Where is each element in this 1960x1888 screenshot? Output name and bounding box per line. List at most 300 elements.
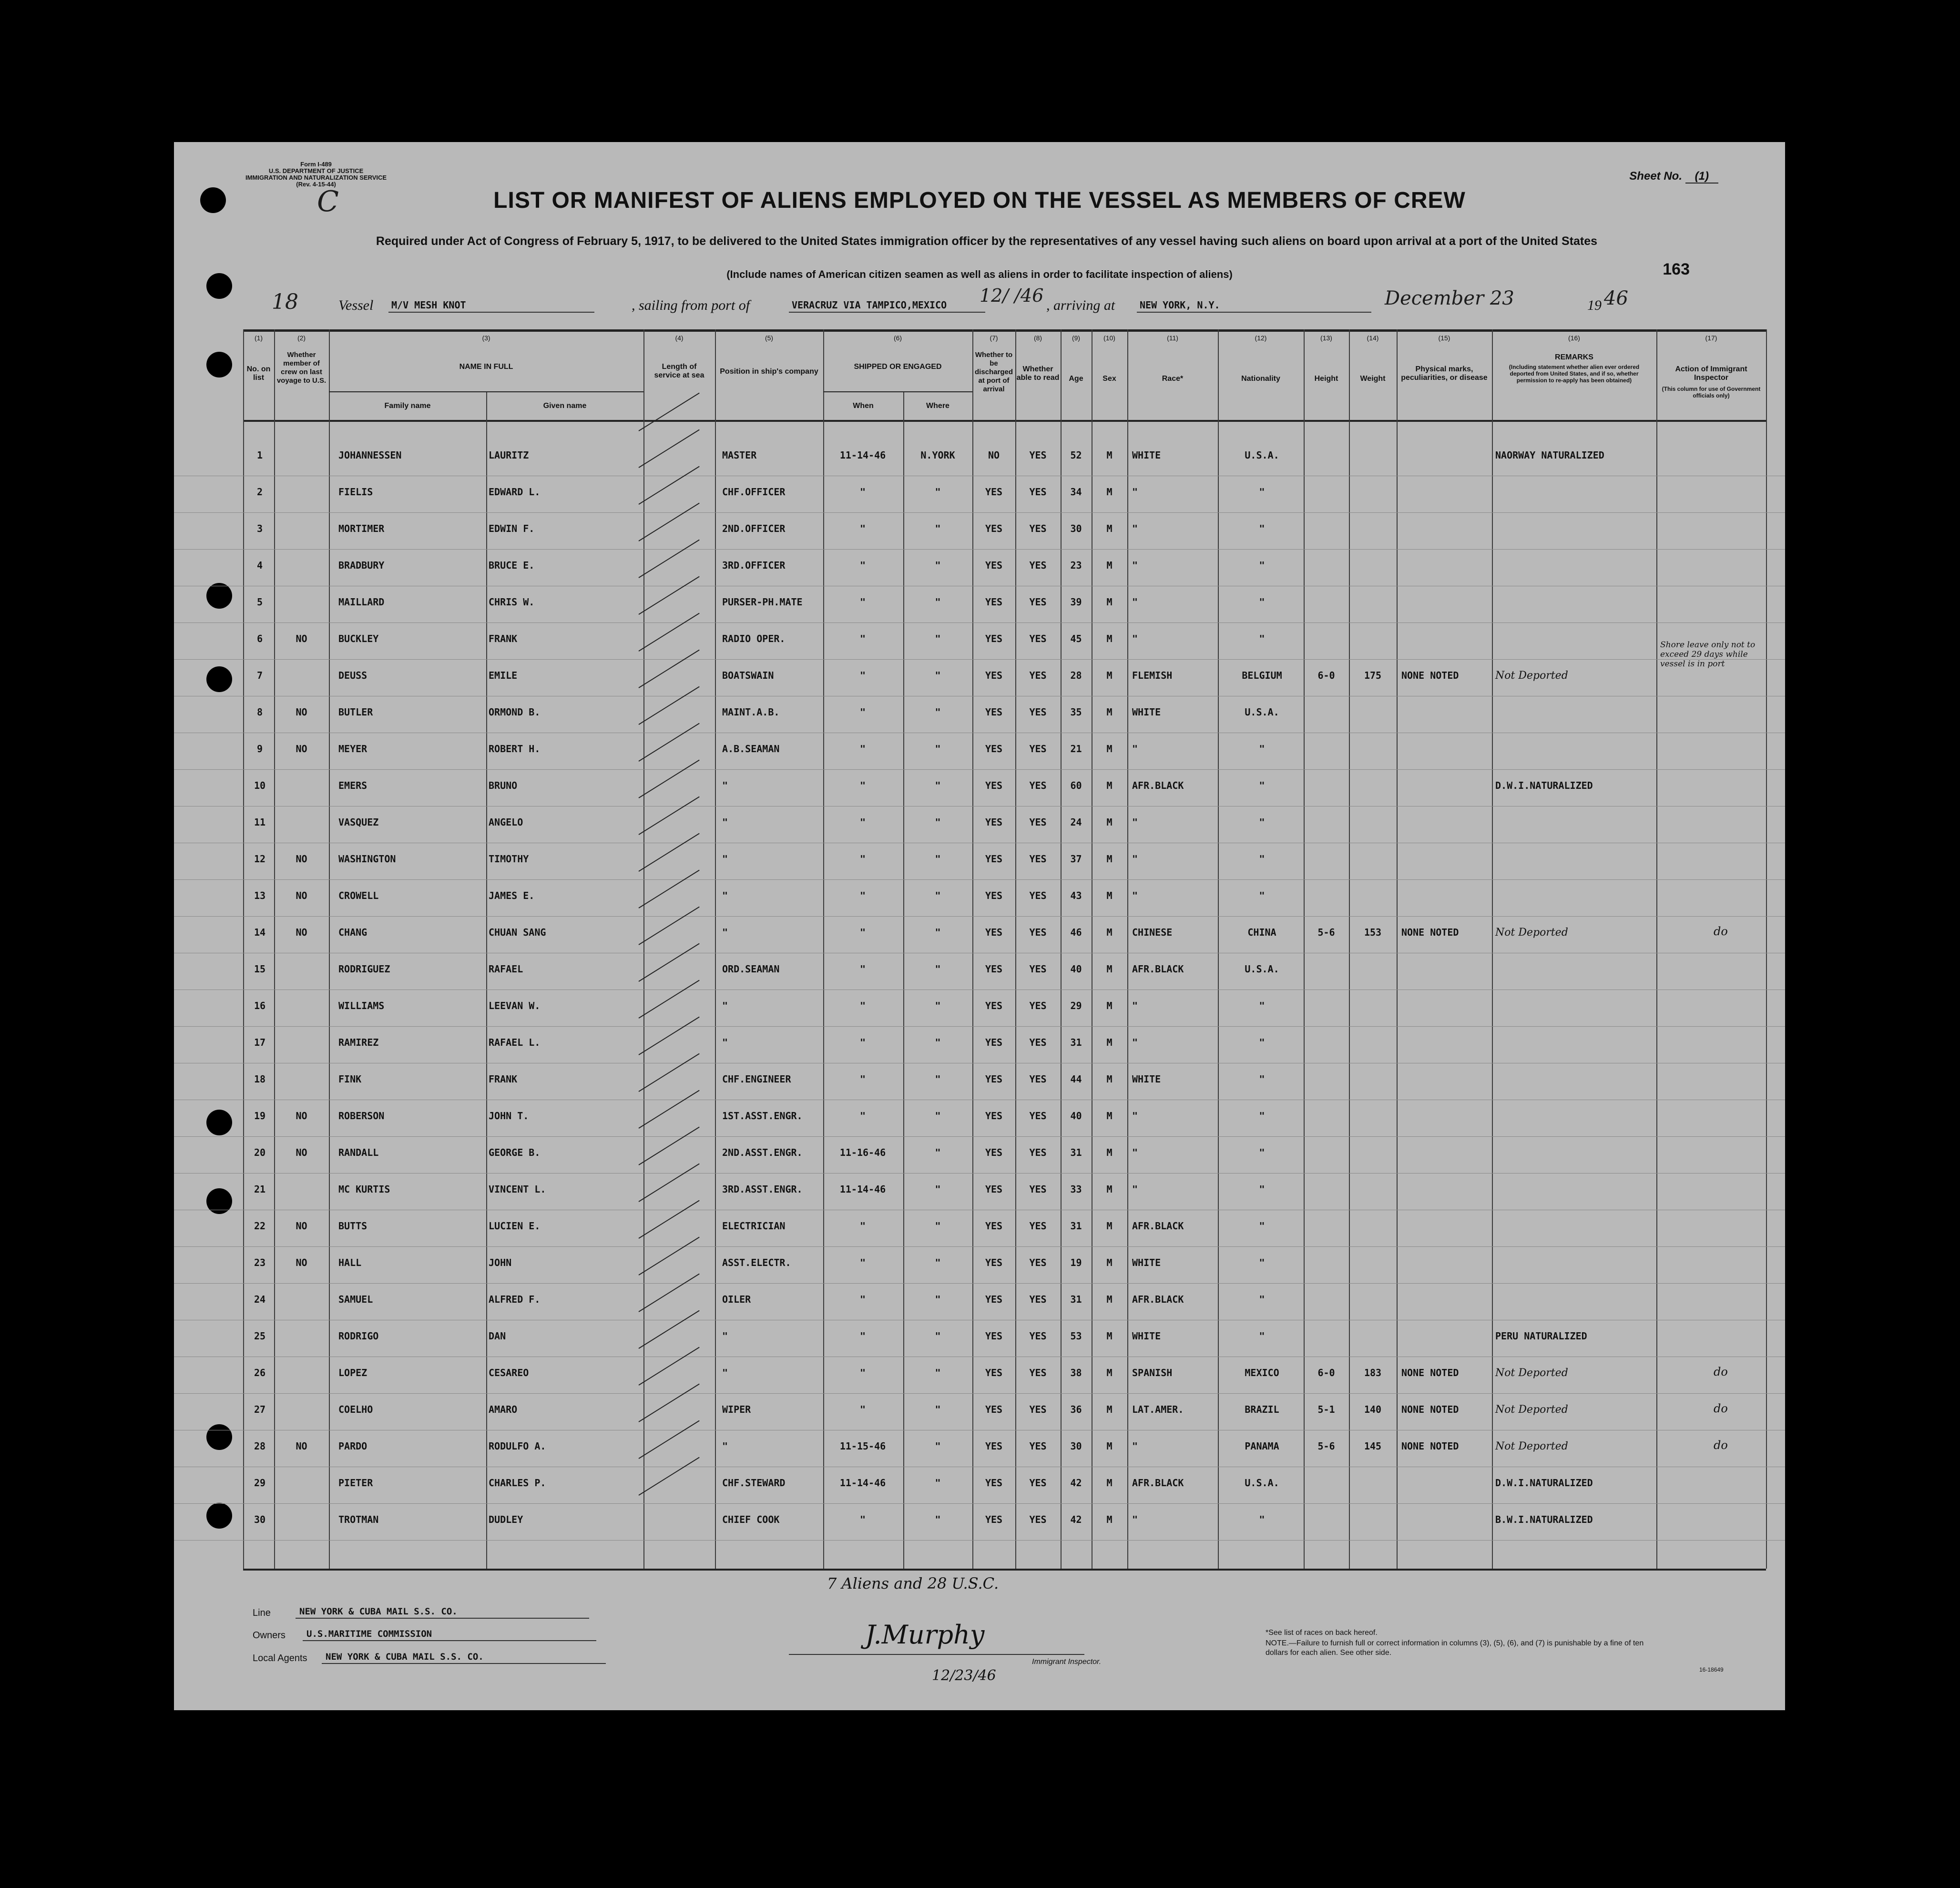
table-row: [174, 1173, 1785, 1210]
cell-family-name: COELHO: [338, 1404, 373, 1415]
cell-race: AFR.BLACK: [1132, 780, 1184, 791]
cell-physical-marks: NONE NOTED: [1401, 1404, 1459, 1415]
cell-row-number: 26: [254, 1367, 266, 1378]
cell-position: MAINT.A.B.: [722, 706, 780, 718]
cell-able-to-read: YES: [1029, 560, 1047, 571]
cell-shipped-where: ": [935, 1514, 941, 1525]
cell-age: 31: [1070, 1220, 1082, 1232]
cell-age: 21: [1070, 743, 1082, 755]
cell-shipped-when: ": [859, 560, 866, 571]
cell-age: 31: [1070, 1037, 1082, 1048]
header-remarks-note: (Including statement whether alien ever ordered deported from United States, and if so, whether permission to re-apply has been obtained): [1509, 364, 1640, 384]
cell-given-name: ALFRED F.: [489, 1294, 541, 1305]
cell-given-name: CESAREO: [489, 1367, 529, 1378]
cell-position: 2ND.ASST.ENGR.: [722, 1147, 803, 1158]
cell-sex: M: [1106, 1514, 1113, 1525]
cell-position: 3RD.ASST.ENGR.: [722, 1184, 803, 1195]
cell-age: 39: [1070, 596, 1082, 608]
cell-age: 40: [1070, 963, 1082, 975]
cell-race: WHITE: [1132, 1257, 1161, 1268]
cell-family-name: MORTIMER: [338, 523, 385, 534]
cell-sex: M: [1106, 1147, 1113, 1158]
cell-shipped-where: ": [935, 963, 941, 975]
cell-position: ": [722, 780, 728, 791]
service-length-mark: [638, 393, 699, 431]
cell-nationality: U.S.A.: [1245, 706, 1279, 718]
cell-inspector-action: do: [1714, 1402, 1728, 1415]
cell-discharged: YES: [985, 1220, 1003, 1232]
cell-race: FLEMISH: [1132, 670, 1173, 681]
cell-discharged: YES: [985, 670, 1003, 681]
cell-race: ": [1132, 816, 1138, 828]
cell-able-to-read: YES: [1029, 853, 1047, 865]
cell-shipped-where: ": [935, 927, 941, 938]
sailing-label: , sailing from port of: [632, 297, 750, 313]
cell-age: 40: [1070, 1110, 1082, 1122]
header-where: Where: [926, 402, 949, 410]
signature-date: 12/23/46: [932, 1667, 996, 1684]
cell-age: 29: [1070, 1000, 1082, 1011]
cell-discharged: YES: [985, 486, 1003, 498]
cell-row-number: 8: [256, 706, 263, 718]
cell-able-to-read: YES: [1029, 963, 1047, 975]
cell-position: 2ND.OFFICER: [722, 523, 786, 534]
cell-nationality: PANAMA: [1245, 1440, 1279, 1452]
table-top-border: [243, 329, 1766, 332]
cell-discharged: YES: [985, 633, 1003, 644]
cell-discharged: YES: [985, 743, 1003, 755]
cell-discharged: YES: [985, 1037, 1003, 1048]
cell-shipped-where: ": [935, 1000, 941, 1011]
table-row: [174, 512, 1785, 550]
cell-family-name: BRADBURY: [338, 560, 385, 571]
cell-shipped-where: ": [935, 890, 941, 901]
header-length-of-service: Length of service at sea: [654, 363, 704, 379]
cell-given-name: DUDLEY: [489, 1514, 523, 1525]
cell-able-to-read: YES: [1029, 523, 1047, 534]
cell-shipped-when: ": [859, 743, 866, 755]
cell-age: 52: [1070, 449, 1082, 461]
cell-able-to-read: YES: [1029, 486, 1047, 498]
cell-shipped-where: ": [935, 780, 941, 791]
cell-shipped-when: 11-14-46: [839, 449, 886, 461]
header-race: Race*: [1162, 375, 1184, 383]
cell-age: 24: [1070, 816, 1082, 828]
cell-weight: 140: [1364, 1404, 1382, 1415]
cell-sex: M: [1106, 816, 1113, 828]
header-shipped-engaged: SHIPPED OR ENGAGED: [854, 363, 942, 371]
cell-inspector-action: do: [1714, 1365, 1728, 1378]
table-row: [174, 733, 1785, 770]
cell-row-number: 27: [254, 1404, 266, 1415]
header-inspector-note: (This column for use of Government officials only): [1662, 386, 1761, 399]
cell-weight: 175: [1364, 670, 1382, 681]
cell-given-name: ORMOND B.: [489, 706, 541, 718]
cell-remarks: B.W.I.NATURALIZED: [1495, 1514, 1593, 1525]
cell-age: 46: [1070, 927, 1082, 938]
cell-given-name: CHUAN SANG: [489, 927, 546, 938]
cell-height: 6-0: [1317, 1367, 1335, 1378]
cell-row-number: 23: [254, 1257, 266, 1268]
cell-last-voyage: NO: [296, 1257, 307, 1268]
cell-family-name: BUTLER: [338, 706, 373, 718]
form-identifier: [245, 161, 387, 188]
cell-family-name: RODRIGO: [338, 1330, 379, 1342]
cell-discharged: YES: [985, 853, 1003, 865]
cell-sex: M: [1106, 523, 1113, 534]
cell-sex: M: [1106, 1220, 1113, 1232]
cell-shipped-where: ": [935, 1330, 941, 1342]
cell-able-to-read: YES: [1029, 1330, 1047, 1342]
cell-nationality: ": [1259, 780, 1265, 791]
alien-tally: 7 Aliens and 28 U.S.C.: [827, 1574, 999, 1592]
cell-nationality: ": [1259, 816, 1265, 828]
cell-able-to-read: YES: [1029, 1037, 1047, 1048]
cell-age: 23: [1070, 560, 1082, 571]
cell-sex: M: [1106, 1477, 1113, 1489]
table-row: [174, 1467, 1785, 1504]
cell-last-voyage: NO: [296, 1110, 307, 1122]
cell-sex: M: [1106, 1367, 1113, 1378]
cell-sex: M: [1106, 670, 1113, 681]
cell-row-number: 30: [254, 1514, 266, 1525]
cell-row-number: 15: [254, 963, 266, 975]
cell-family-name: FINK: [338, 1073, 362, 1085]
cell-nationality: ": [1259, 1294, 1265, 1305]
cell-discharged: YES: [985, 1440, 1003, 1452]
inspector-label: Immigrant Inspector.: [1032, 1658, 1102, 1666]
column-number: (4): [675, 334, 684, 342]
cell-sex: M: [1106, 1257, 1113, 1268]
form-revision: (Rev. 4-15-44): [296, 181, 336, 188]
cell-given-name: BRUNO: [489, 780, 518, 791]
cell-race: ": [1132, 1184, 1138, 1195]
shipped-subheader-line: [823, 391, 972, 392]
cell-given-name: EDWARD L.: [489, 486, 541, 498]
cell-age: 35: [1070, 706, 1082, 718]
cell-discharged: YES: [985, 780, 1003, 791]
cell-shipped-where: ": [935, 560, 941, 571]
cell-nationality: ": [1259, 1110, 1265, 1122]
cell-discharged: YES: [985, 706, 1003, 718]
table-row: [174, 1136, 1785, 1174]
cell-shipped-where: ": [935, 670, 941, 681]
cell-age: 30: [1070, 523, 1082, 534]
cell-shipped-where: ": [935, 1440, 941, 1452]
cell-race: ": [1132, 1440, 1138, 1452]
cell-race: ": [1132, 1110, 1138, 1122]
header-bottom-border: [243, 420, 1766, 422]
header-age: Age: [1069, 375, 1083, 383]
agents-value: NEW YORK & CUBA MAIL S.S. CO.: [322, 1652, 606, 1664]
cell-age: 30: [1070, 1440, 1082, 1452]
cell-nationality: ": [1259, 1184, 1265, 1195]
page-subtitle: Required under Act of Congress of February 5, 1917, to be delivered to the United States immigration officer by the representatives of any vessel having such aliens on board upon arrival at a port of the United States: [376, 235, 1598, 248]
cell-race: ": [1132, 853, 1138, 865]
cell-height: 5-6: [1317, 1440, 1335, 1452]
cell-shipped-where: ": [935, 633, 941, 644]
name-subheader-line: [329, 391, 643, 392]
cell-given-name: LEEVAN W.: [489, 1000, 541, 1011]
cell-able-to-read: YES: [1029, 1000, 1047, 1011]
cell-nationality: ": [1259, 1000, 1265, 1011]
column-number: (13): [1320, 334, 1332, 342]
cell-physical-marks: NONE NOTED: [1401, 1367, 1459, 1378]
cell-sex: M: [1106, 1037, 1113, 1048]
cell-sex: M: [1106, 1294, 1113, 1305]
cell-remarks: Not Deported: [1495, 1367, 1568, 1379]
table-row: [174, 879, 1785, 917]
column-number: (11): [1167, 334, 1178, 342]
cell-nationality: MEXICO: [1245, 1367, 1279, 1378]
cell-able-to-read: YES: [1029, 1514, 1047, 1525]
header-position: Position in ship's company: [720, 367, 818, 376]
vessel-label: Vessel: [338, 297, 374, 313]
cell-shipped-when: ": [859, 780, 866, 791]
table-row: [174, 769, 1785, 806]
cell-discharged: YES: [985, 1330, 1003, 1342]
cell-nationality: ": [1259, 523, 1265, 534]
sheet-label: Sheet No.: [1629, 170, 1682, 183]
cell-discharged: YES: [985, 1367, 1003, 1378]
cell-remarks: Not Deported: [1495, 1440, 1568, 1452]
cell-nationality: BRAZIL: [1245, 1404, 1279, 1415]
cell-age: 34: [1070, 486, 1082, 498]
cell-given-name: LUCIEN E.: [489, 1220, 541, 1232]
cell-shipped-where: ": [935, 1147, 941, 1158]
column-number: (8): [1033, 334, 1042, 342]
cell-nationality: ": [1259, 596, 1265, 608]
table-row: [174, 1100, 1785, 1137]
cell-discharged: YES: [985, 1073, 1003, 1085]
cell-sex: M: [1106, 1330, 1113, 1342]
table-bottom-border: [243, 1569, 1766, 1571]
header-height: Height: [1314, 375, 1338, 383]
cell-nationality: CHINA: [1247, 927, 1276, 938]
table-row: [174, 1246, 1785, 1284]
cell-able-to-read: YES: [1029, 1110, 1047, 1122]
header-inspector-action: Action of Immigrant Inspector: [1675, 365, 1747, 382]
cell-shipped-when: ": [859, 1294, 866, 1305]
cell-shipped-where: ": [935, 1184, 941, 1195]
cell-sex: M: [1106, 1440, 1113, 1452]
cell-shipped-when: ": [859, 1257, 866, 1268]
cell-position: ASST.ELECTR.: [722, 1257, 791, 1268]
cell-row-number: 14: [254, 927, 266, 938]
cell-discharged: YES: [985, 1514, 1003, 1525]
cell-height: 5-6: [1317, 927, 1335, 938]
cell-given-name: CHARLES P.: [489, 1477, 546, 1489]
cell-age: 33: [1070, 1184, 1082, 1195]
cell-nationality: ": [1259, 1257, 1265, 1268]
cell-race: ": [1132, 1037, 1138, 1048]
cell-position: CHF.OFFICER: [722, 486, 786, 498]
cell-position: ELECTRICIAN: [722, 1220, 786, 1232]
cell-shipped-where: ": [935, 1110, 941, 1122]
cell-able-to-read: YES: [1029, 1220, 1047, 1232]
cell-family-name: ROBERSON: [338, 1110, 385, 1122]
cell-shipped-when: ": [859, 596, 866, 608]
cell-shipped-where: ": [935, 486, 941, 498]
cell-race: AFR.BLACK: [1132, 1220, 1184, 1232]
cell-sex: M: [1106, 1000, 1113, 1011]
cell-last-voyage: NO: [296, 890, 307, 901]
cell-row-number: 4: [256, 560, 263, 571]
cell-position: OILER: [722, 1294, 751, 1305]
cell-position: WIPER: [722, 1404, 751, 1415]
cell-able-to-read: YES: [1029, 1404, 1047, 1415]
cell-position: ": [722, 1367, 728, 1378]
cell-shipped-when: ": [859, 1073, 866, 1085]
cell-age: 43: [1070, 890, 1082, 901]
cell-able-to-read: YES: [1029, 633, 1047, 644]
cell-given-name: BRUCE E.: [489, 560, 535, 571]
cell-shipped-when: ": [859, 1514, 866, 1525]
column-number: (12): [1255, 334, 1267, 342]
cell-shipped-when: ": [859, 1367, 866, 1378]
table-row: [174, 439, 1785, 476]
cell-shipped-when: ": [859, 1110, 866, 1122]
cell-given-name: FRANK: [489, 633, 518, 644]
cell-able-to-read: YES: [1029, 780, 1047, 791]
cell-nationality: ": [1259, 1514, 1265, 1525]
cell-race: ": [1132, 1000, 1138, 1011]
cell-position: ": [722, 1000, 728, 1011]
cell-discharged: YES: [985, 1184, 1003, 1195]
table-row: [174, 696, 1785, 733]
cell-sex: M: [1106, 486, 1113, 498]
arriving-label: , arriving at: [1046, 297, 1115, 313]
cell-inspector-action: do: [1714, 1439, 1728, 1452]
cell-sex: M: [1106, 963, 1113, 975]
cell-age: 38: [1070, 1367, 1082, 1378]
cell-inspector-action: Shore leave only not to exceed 29 days while vessel is in port: [1660, 640, 1756, 669]
cell-given-name: JOHN: [489, 1257, 512, 1268]
cell-race: ": [1132, 523, 1138, 534]
cell-last-voyage: NO: [296, 1220, 307, 1232]
cell-row-number: 3: [256, 523, 263, 534]
cell-family-name: EMERS: [338, 780, 368, 791]
cell-given-name: AMARO: [489, 1404, 518, 1415]
print-code: 16-18649: [1699, 1666, 1724, 1673]
cell-race: ": [1132, 1147, 1138, 1158]
table-row: [174, 953, 1785, 990]
cell-given-name: JAMES E.: [489, 890, 535, 901]
cell-shipped-when: ": [859, 523, 866, 534]
column-number: (14): [1367, 334, 1379, 342]
penalty-note: NOTE.—Failure to furnish full or correct information in columns (3), (5), (6), and (7) is punishable by a fine of ten dollars for each alien. See other side.: [1266, 1639, 1644, 1657]
table-row: [174, 1320, 1785, 1357]
cell-position: ": [722, 1440, 728, 1452]
cell-given-name: TIMOTHY: [489, 853, 529, 865]
agents-label: Local Agents: [253, 1653, 307, 1663]
cell-race: ": [1132, 743, 1138, 755]
cell-nationality: U.S.A.: [1245, 963, 1279, 975]
cell-position: ": [722, 853, 728, 865]
cell-row-number: 19: [254, 1110, 266, 1122]
cell-position: ": [722, 890, 728, 901]
cell-able-to-read: YES: [1029, 1477, 1047, 1489]
cell-able-to-read: YES: [1029, 743, 1047, 755]
cell-shipped-where: ": [935, 1073, 941, 1085]
cell-shipped-where: N.YORK: [920, 449, 955, 461]
cell-given-name: JOHN T.: [489, 1110, 529, 1122]
races-note: *See list of races on back hereof.: [1266, 1629, 1378, 1637]
header-no-on-list: No. on list: [246, 365, 271, 382]
cell-remarks: D.W.I.NATURALIZED: [1495, 780, 1593, 791]
cell-last-voyage: NO: [296, 1147, 307, 1158]
cell-shipped-when: ": [859, 706, 866, 718]
cell-shipped-where: ": [935, 816, 941, 828]
inspector-signature: J.Murphy: [865, 1620, 985, 1650]
cell-row-number: 10: [254, 780, 266, 791]
form-department: U.S. DEPARTMENT OF JUSTICE: [268, 167, 364, 174]
cell-row-number: 18: [254, 1073, 266, 1085]
cell-shipped-when: ": [859, 890, 866, 901]
table-row: [174, 1503, 1785, 1541]
cell-shipped-when: ": [859, 1000, 866, 1011]
cell-position: MASTER: [722, 449, 757, 461]
cell-weight: 153: [1364, 927, 1382, 938]
stamp-number: 163: [1663, 260, 1690, 278]
cell-weight: 183: [1364, 1367, 1382, 1378]
arrival-date-hand: December 23: [1385, 287, 1514, 309]
header-physical-marks: Physical marks, peculiarities, or disease: [1401, 365, 1488, 382]
cell-row-number: 12: [254, 853, 266, 865]
table-row: [174, 640, 1785, 696]
cell-race: WHITE: [1132, 1073, 1161, 1085]
cell-shipped-when: 11-15-46: [839, 1440, 886, 1452]
cell-remarks: Not Deported: [1495, 670, 1568, 682]
cell-able-to-read: YES: [1029, 449, 1047, 461]
cell-given-name: ROBERT H.: [489, 743, 541, 755]
cell-position: BOATSWAIN: [722, 670, 774, 681]
column-number: (5): [765, 334, 774, 342]
cell-shipped-when: ": [859, 1220, 866, 1232]
header-remarks: REMARKS: [1555, 353, 1593, 361]
cell-discharged: YES: [985, 596, 1003, 608]
cell-race: ": [1132, 486, 1138, 498]
cell-family-name: JOHANNESSEN: [338, 449, 402, 461]
cell-shipped-where: ": [935, 523, 941, 534]
cell-weight: 145: [1364, 1440, 1382, 1452]
cell-sex: M: [1106, 1073, 1113, 1085]
cell-able-to-read: YES: [1029, 596, 1047, 608]
cell-nationality: ": [1259, 743, 1265, 755]
cell-physical-marks: NONE NOTED: [1401, 927, 1459, 938]
column-number: (6): [893, 334, 902, 342]
header-name-in-full: NAME IN FULL: [459, 363, 513, 371]
cell-family-name: FIELIS: [338, 486, 373, 498]
cell-race: WHITE: [1132, 449, 1161, 461]
cell-given-name: EDWIN F.: [489, 523, 535, 534]
cell-discharged: YES: [985, 963, 1003, 975]
cell-row-number: 17: [254, 1037, 266, 1048]
cell-shipped-where: ": [935, 1404, 941, 1415]
cell-row-number: 24: [254, 1294, 266, 1305]
cell-race: ": [1132, 560, 1138, 571]
cell-sex: M: [1106, 1184, 1113, 1195]
cell-row-number: 29: [254, 1477, 266, 1489]
cell-shipped-when: ": [859, 1330, 866, 1342]
cell-nationality: ": [1259, 1037, 1265, 1048]
cell-race: AFR.BLACK: [1132, 1294, 1184, 1305]
cell-row-number: 11: [254, 816, 266, 828]
cell-race: CHINESE: [1132, 927, 1173, 938]
cell-nationality: ": [1259, 1147, 1265, 1158]
cell-height: 5-1: [1317, 1404, 1335, 1415]
cell-shipped-when: ": [859, 927, 866, 938]
